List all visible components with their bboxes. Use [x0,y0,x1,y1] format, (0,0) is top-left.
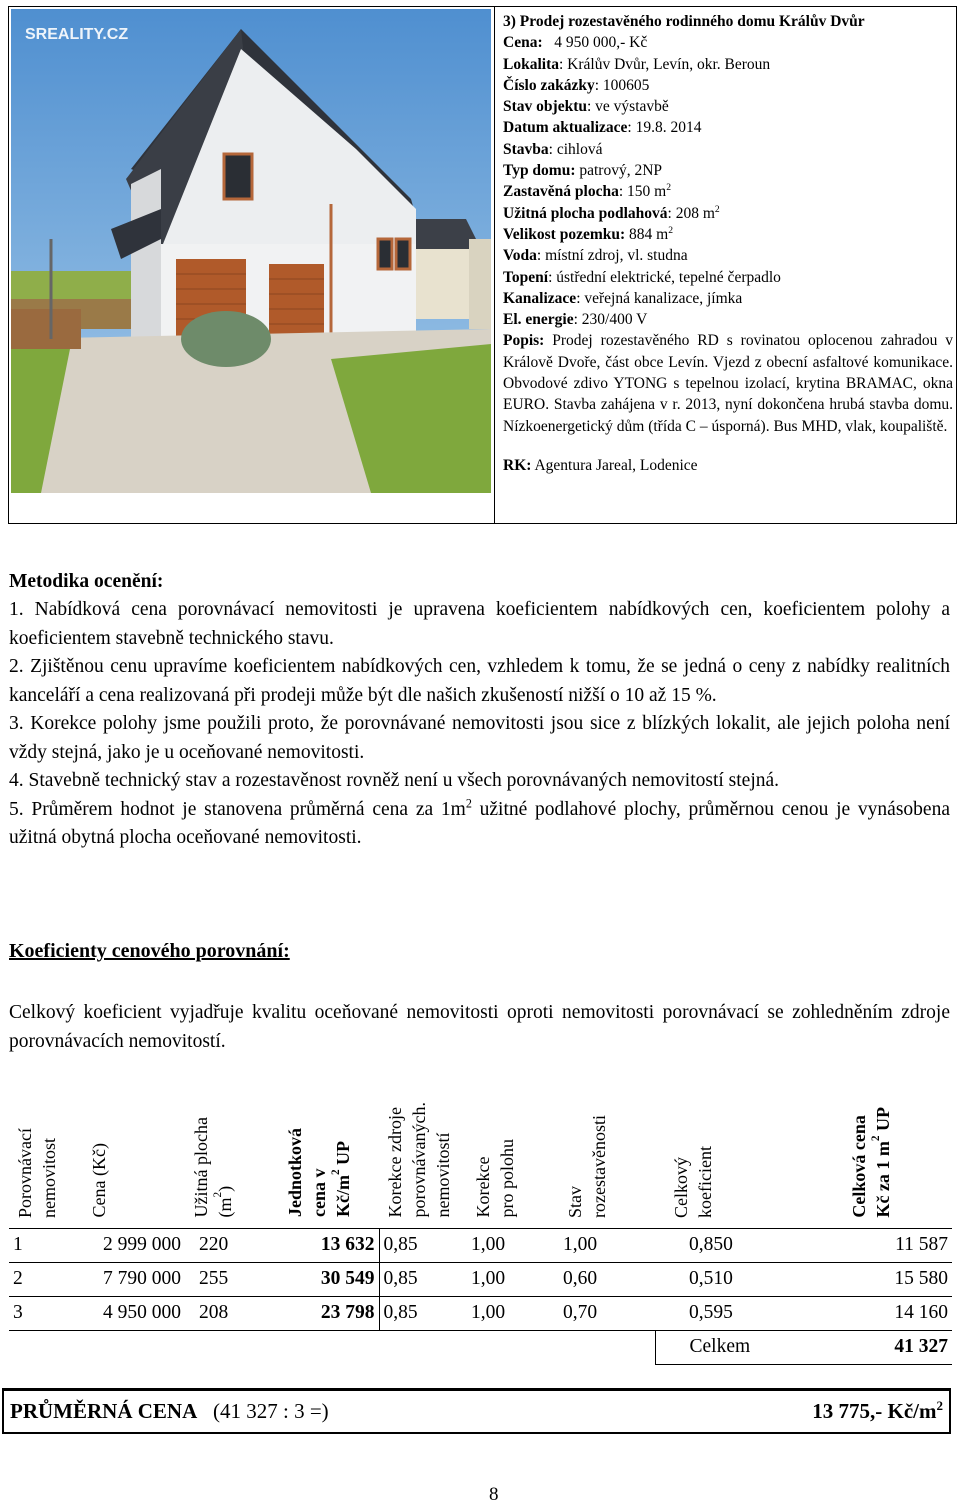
cell-index: 1 [9,1228,67,1262]
average-left [10,1399,329,1424]
cell-total-coef: 0,510 [655,1262,789,1296]
cell-location-coef: 1,00 [467,1262,559,1296]
house-photo [11,9,491,493]
method-section [9,568,950,853]
average-price-box [2,1388,951,1434]
table-sum-row [9,1330,952,1364]
listing-box [8,6,957,524]
col-header-area: Užitná plocha $(m^2)$ [185,1062,279,1228]
photo-watermark: SREALITY.CZ [25,26,129,43]
col-header-unit-price: Jednotková cena v $Kč/m^2$ UP [279,1062,379,1228]
listing-built-area: Zastavěná plocha: 150 $m^2$ [503,182,672,201]
cell-index: 2 [9,1262,67,1296]
col-header-property: Porovnávací nemovitost [9,1062,67,1228]
cell-area: 208 [185,1296,279,1330]
listing-building: Stavba: cihlová [503,140,603,158]
listing-water: Voda: místní zdroj, vl. studna [503,247,688,265]
cell-total-coef: 0,595 [655,1296,789,1330]
table-row [9,1262,952,1296]
col-header-total-coef: Celkový koeficient [655,1062,789,1228]
cell-state-coef: 0,60 [559,1262,655,1296]
listing-location: Lokalita: Králův Dvůr, Levín, okr. Beroun [503,55,771,73]
cell-source-coef: 0,85 [379,1296,467,1330]
listing-power: El. energie: 230/400 V [503,311,648,329]
listing-agency: RK: Agentura Jareal, Lodenice [503,456,698,474]
cell-source-coef: 0,85 [379,1262,467,1296]
cell-index: 3 [9,1296,67,1330]
method-heading: Metodika ocenění: [9,571,164,592]
average-label: PRŮMĚRNÁ CENA [10,1399,198,1423]
col-header-location-correction: Korekce pro polohu [467,1062,559,1228]
listing-order: Číslo zakázky: 100605 [503,76,650,94]
table-row [9,1228,952,1262]
method-point-4: 4. Stavebně technický stav a rozestavěnost rovněž není u všech porovnávaných nemovitostí stejná. [9,770,780,791]
photo-cell [9,7,495,523]
cell-source-coef: 0,85 [379,1228,467,1262]
col-header-source-correction: Korekce zdroje porovnávaných. nemovitostí [379,1062,467,1228]
method-point-5: 5. Průměrem hodnot je stanovena průměrná cena za $1m^2$ užitné podlahové plochy, průměrnou cenou je vynásobena užitná obytná plocha oceňované nemovitosti. [9,796,950,848]
coef-heading: Koeficienty cenového porovnání: [9,940,290,962]
cell-unit-price: 30 549 [279,1262,379,1296]
table-header-row [9,1062,952,1228]
cell-total-price: 11 587 [789,1228,952,1262]
listing-type: Typ domu: patrový, 2NP [503,162,663,180]
listing-title: 3) Prodej rozestavěného rodinného domu Králův Dvůr [503,13,865,30]
cell-area: 255 [185,1262,279,1296]
sum-label: Celkem [655,1330,789,1364]
col-header-total-price: Celková cena Kč za 1 $m^2$ UP [789,1062,952,1228]
listing-plot: Velikost pozemku: 884 $m^2$ [503,224,674,243]
method-point-1: 1. Nabídková cena porovnávací nemovitosti je upravena koeficientem nabídkových cen, koeficientem polohy a koeficientem stavebně technického stavu. [9,599,950,649]
cell-location-coef: 1,00 [467,1228,559,1262]
col-header-price: Cena (Kč) [67,1062,185,1228]
sum-value: 41 327 [789,1330,952,1364]
coef-text: Celkový koeficient vyjadřuje kvalitu oceňované nemovitosti oproti nemovitosti porovnávací se zohledněním zdroje porovnávacích nemovitostí. [9,1002,950,1052]
average-value: 13 775,- $Kč/m^2$ [812,1398,943,1423]
listing-updated: Datum aktualizace: 19.8. 2014 [503,119,702,137]
method-point-2: 2. Zjištěnou cenu upravíme koeficientem nabídkových cen, vzhledem k tomu, že se jedná o ceny z nabídky realitních kanceláří a cena realizovaná při prodeji může být dle našich zkušeností nižší o 10 až 15 %. [9,656,950,706]
table-row [9,1296,952,1330]
listing-heating: Topení: ústřední elektrické, tepelné čerpadlo [503,268,781,286]
cell-total-coef: 0,850 [655,1228,789,1262]
cell-total-price: 15 580 [789,1262,952,1296]
page-number: 8 [489,1484,499,1505]
cell-state-coef: 1,00 [559,1228,655,1262]
method-point-3: 3. Korekce polohy jsme použili proto, že porovnávané nemovitosti jsou sice z blízkých lokalit, ale jejich poloha není vždy stejná, jako je u oceňované nemovitosti. [9,713,950,763]
listing-info [495,7,959,523]
listing-usable-area: Užitná plocha podlahová: 208 $m^2$ [503,203,720,222]
cell-unit-price: 13 632 [279,1228,379,1262]
cell-price: 4 950 000 [67,1296,185,1330]
cell-price: 2 999 000 [67,1228,185,1262]
cell-area: 220 [185,1228,279,1262]
listing-sewer: Kanalizace: veřejná kanalizace, jímka [503,289,743,307]
cell-unit-price: 23 798 [279,1296,379,1330]
listing-price: Cena: 4 950 000,- Kč [503,34,648,52]
col-header-state: Stav rozestavěnosti [559,1062,655,1228]
cell-location-coef: 1,00 [467,1296,559,1330]
cell-total-price: 14 160 [789,1296,952,1330]
listing-description: Popis: Prodej rozestavěného RD s rovinatou oplocenou zahradou v Králově Dvoře, část obce Levín. Vjezd z obecní asfaltové komunikace. Obvodové zdivo YTONG s tepelnou izolací, krytina BRAMAC, okna EURO. Stavba zahájena v r. 2013, nyní dokončena hrubá stavba domu. Nízkoenergetický dům (třída C – úsporná). Bus MHD, vlak, koupaliště. [503,332,953,435]
cell-price: 7 790 000 [67,1262,185,1296]
average-formula: (41 327 : 3 =) [213,1399,329,1423]
coefficient-table [9,1062,952,1365]
cell-state-coef: 0,70 [559,1296,655,1330]
listing-state: Stav objektu: ve výstavbě [503,98,669,116]
